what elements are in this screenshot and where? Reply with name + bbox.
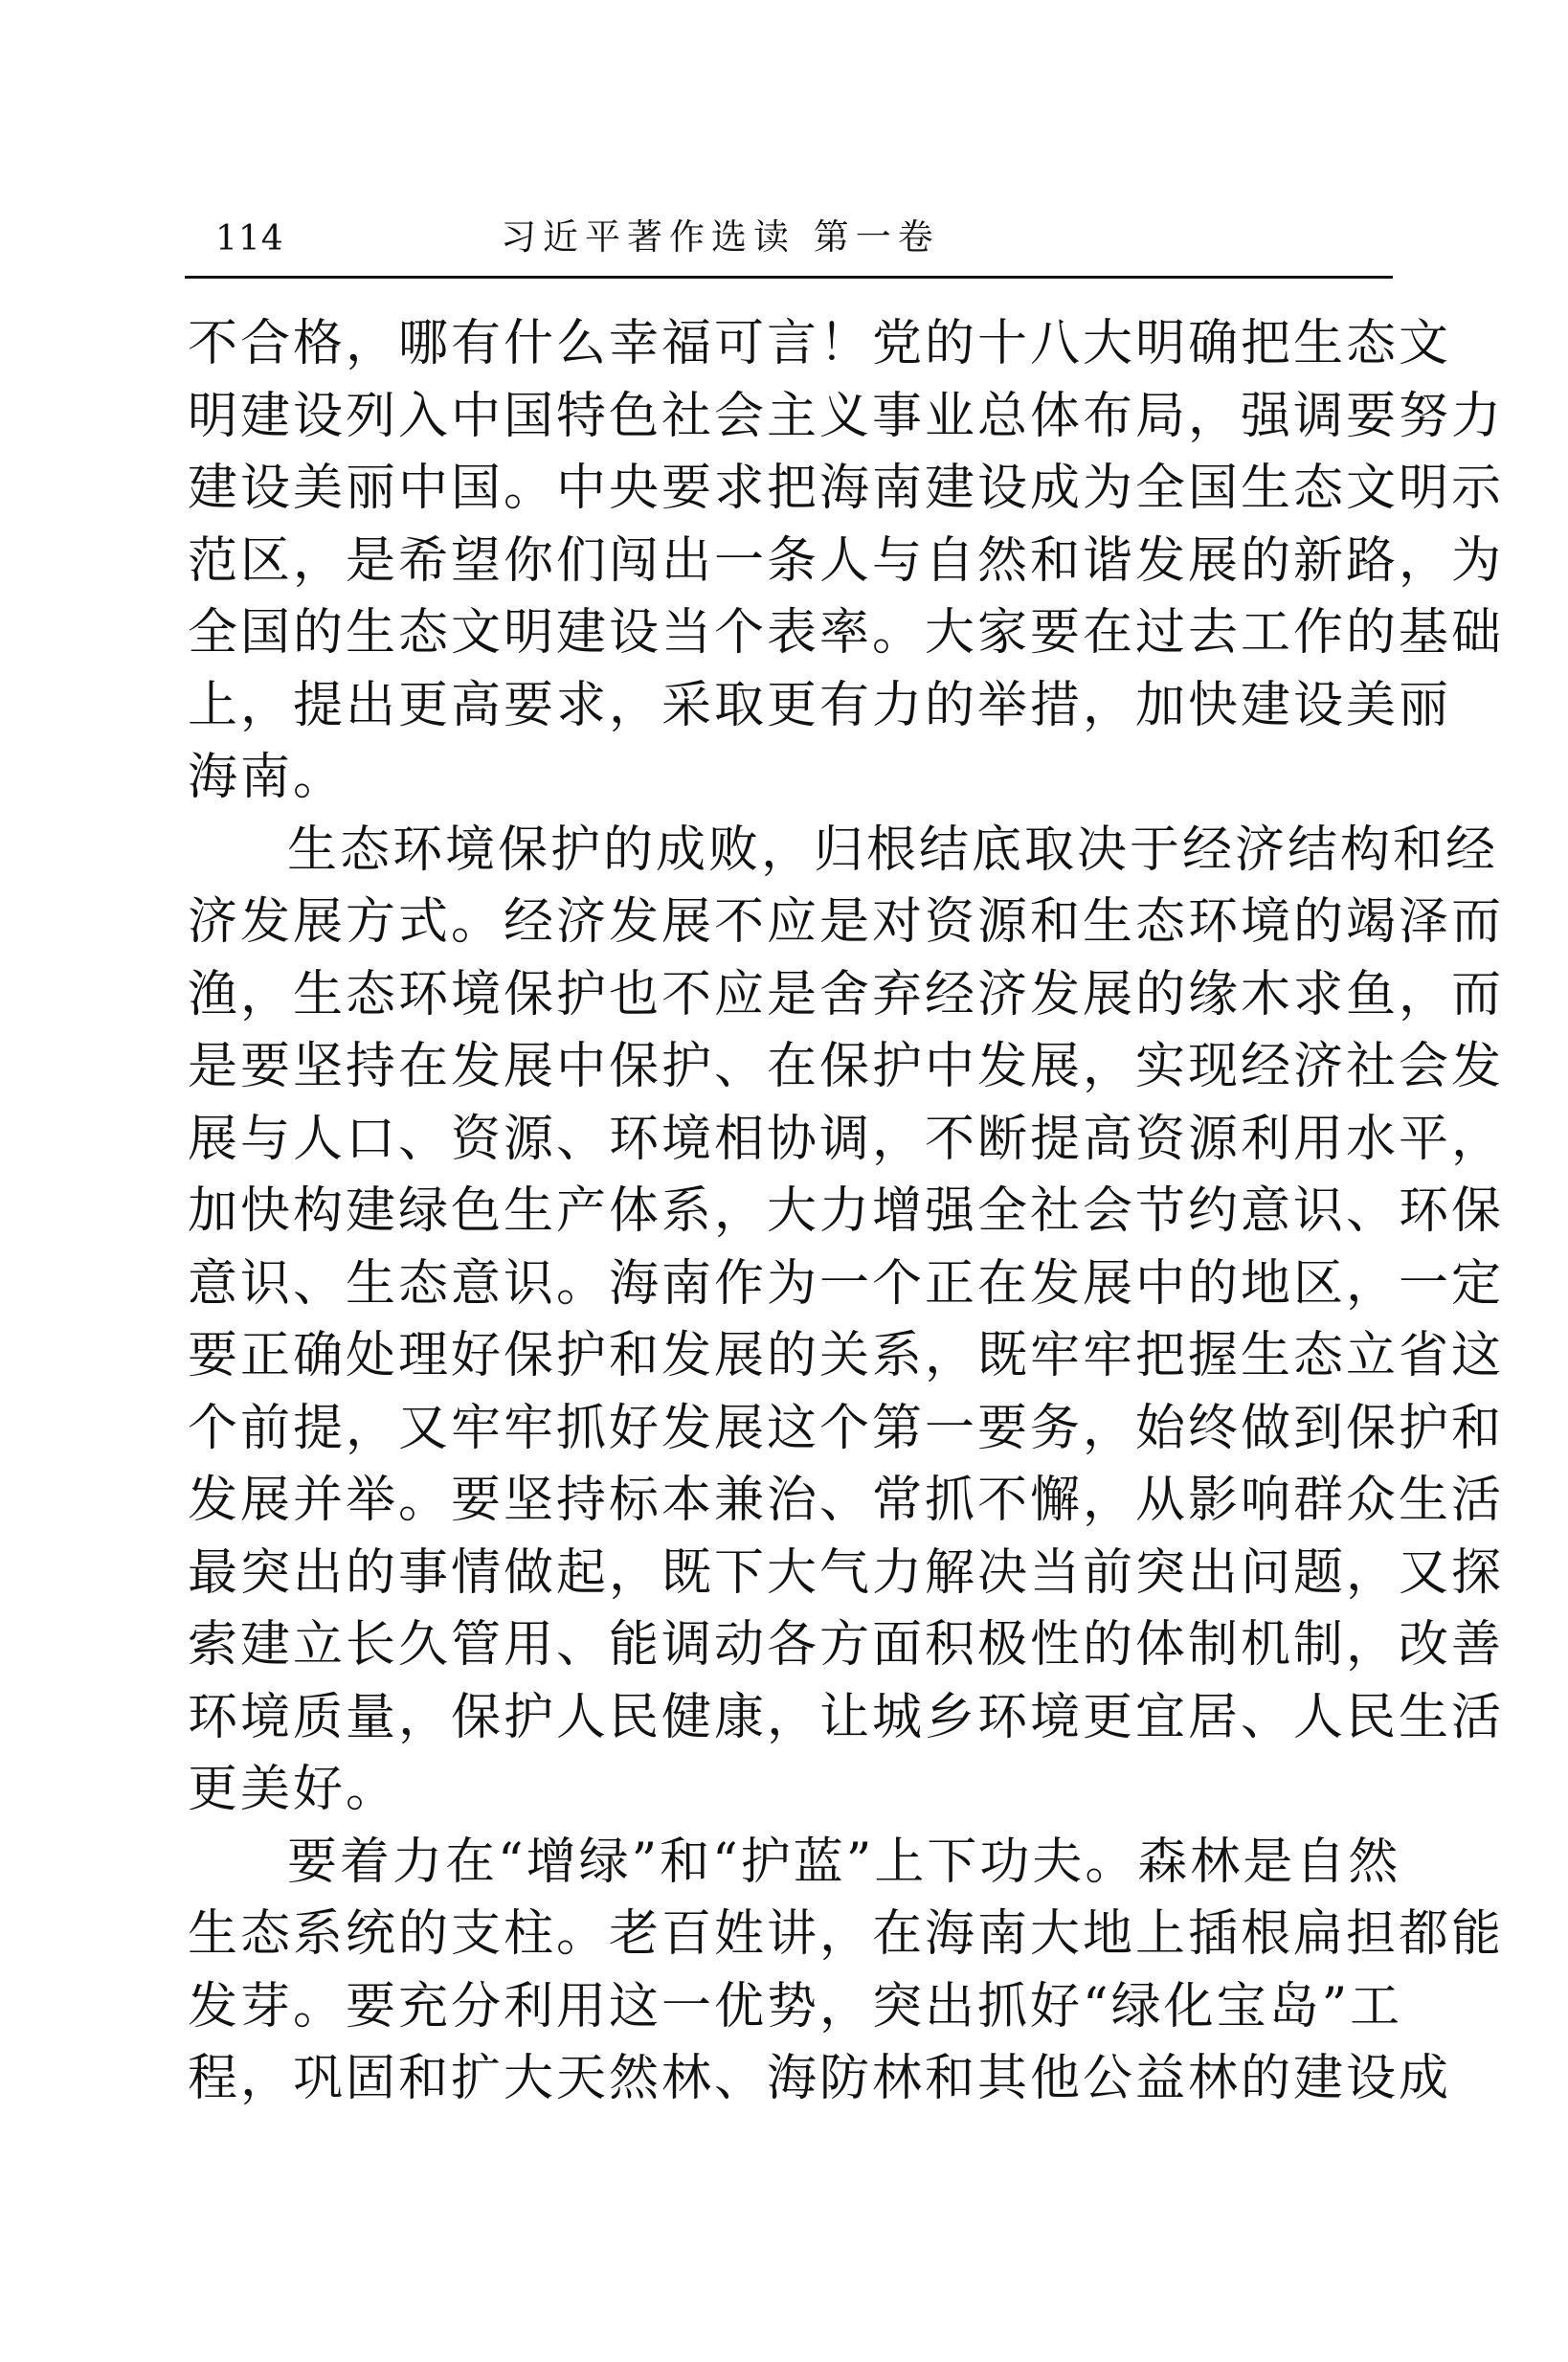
text-line: 全国的生态文明建设当个表率。大家要在过去工作的基础 bbox=[188, 604, 1505, 662]
body-text bbox=[188, 308, 1505, 2116]
text-line: 明建设列入中国特色社会主义事业总体布局，强调要努力 bbox=[188, 387, 1505, 445]
text-line: 济发展方式。经济发展不应是对资源和生态环境的竭泽而 bbox=[188, 893, 1505, 951]
text-line: 生态系统的支柱。老百姓讲，在海南大地上插根扁担都能 bbox=[188, 1905, 1505, 1963]
paragraph bbox=[188, 308, 1505, 815]
text-line: 展与人口、资源、环境相协调，不断提高资源利用水平， bbox=[188, 1110, 1505, 1168]
text-line: 更美好。 bbox=[188, 1761, 399, 1818]
text-line: 索建立长久管用、能调动各方面积极性的体制机制，改善 bbox=[188, 1616, 1505, 1674]
text-line: 是要坚持在发展中保护、在保护中发展，实现经济社会发 bbox=[188, 1038, 1505, 1095]
text-line: 最突出的事情做起，既下大气力解决当前突出问题，又探 bbox=[188, 1543, 1505, 1602]
paragraph bbox=[188, 1827, 1505, 2116]
text-line: 发芽。要充分利用这一优势，突出抓好“绿化宝岛”工 bbox=[188, 1977, 1403, 2036]
text-line: 建设美丽中国。中央要求把海南建设成为全国生态文明示 bbox=[188, 460, 1505, 517]
text-line: 范区，是希望你们闯出一条人与自然和谐发展的新路，为 bbox=[188, 531, 1505, 590]
page-number: 114 bbox=[215, 219, 284, 259]
page-header bbox=[185, 209, 1393, 278]
text-line: 渔，生态环境保护也不应是舍弃经济发展的缘木求鱼，而 bbox=[188, 965, 1505, 1024]
text-line: 海南。 bbox=[188, 749, 347, 806]
text-line: 个前提，又牢牢抓好发展这个第一要务，始终做到保护和 bbox=[188, 1399, 1505, 1457]
text-line: 程，巩固和扩大天然林、海防林和其他公益林的建设成 bbox=[188, 2050, 1452, 2107]
text-line: 要着力在“增绿”和“护蓝”上下功夫。森林是自然 bbox=[287, 1833, 1401, 1891]
text-line: 意识、生态意识。海南作为一个正在发展中的地区，一定 bbox=[188, 1254, 1505, 1313]
header-rule bbox=[185, 276, 1393, 279]
running-title: 习近平著作选读 第一卷 bbox=[501, 216, 940, 258]
text-line: 要正确处理好保护和发展的关系，既牢牢把握生态立省这 bbox=[188, 1327, 1505, 1384]
text-line: 加快构建绿色生产体系，大力增强全社会节约意识、环保 bbox=[188, 1182, 1505, 1240]
text-line: 环境质量，保护人民健康，让城乡环境更宜居、人民生活 bbox=[188, 1688, 1505, 1746]
text-line: 发展并举。要坚持标本兼治、常抓不懈，从影响群众生活 bbox=[188, 1472, 1505, 1529]
text-line: 生态环境保护的成败，归根结底取决于经济结构和经 bbox=[287, 821, 1499, 879]
text-line: 上，提出更高要求，采取更有力的举措，加快建设美丽 bbox=[188, 676, 1452, 734]
text-line: 不合格，哪有什么幸福可言！党的十八大明确把生态文 bbox=[188, 315, 1452, 372]
paragraph bbox=[188, 815, 1505, 1827]
